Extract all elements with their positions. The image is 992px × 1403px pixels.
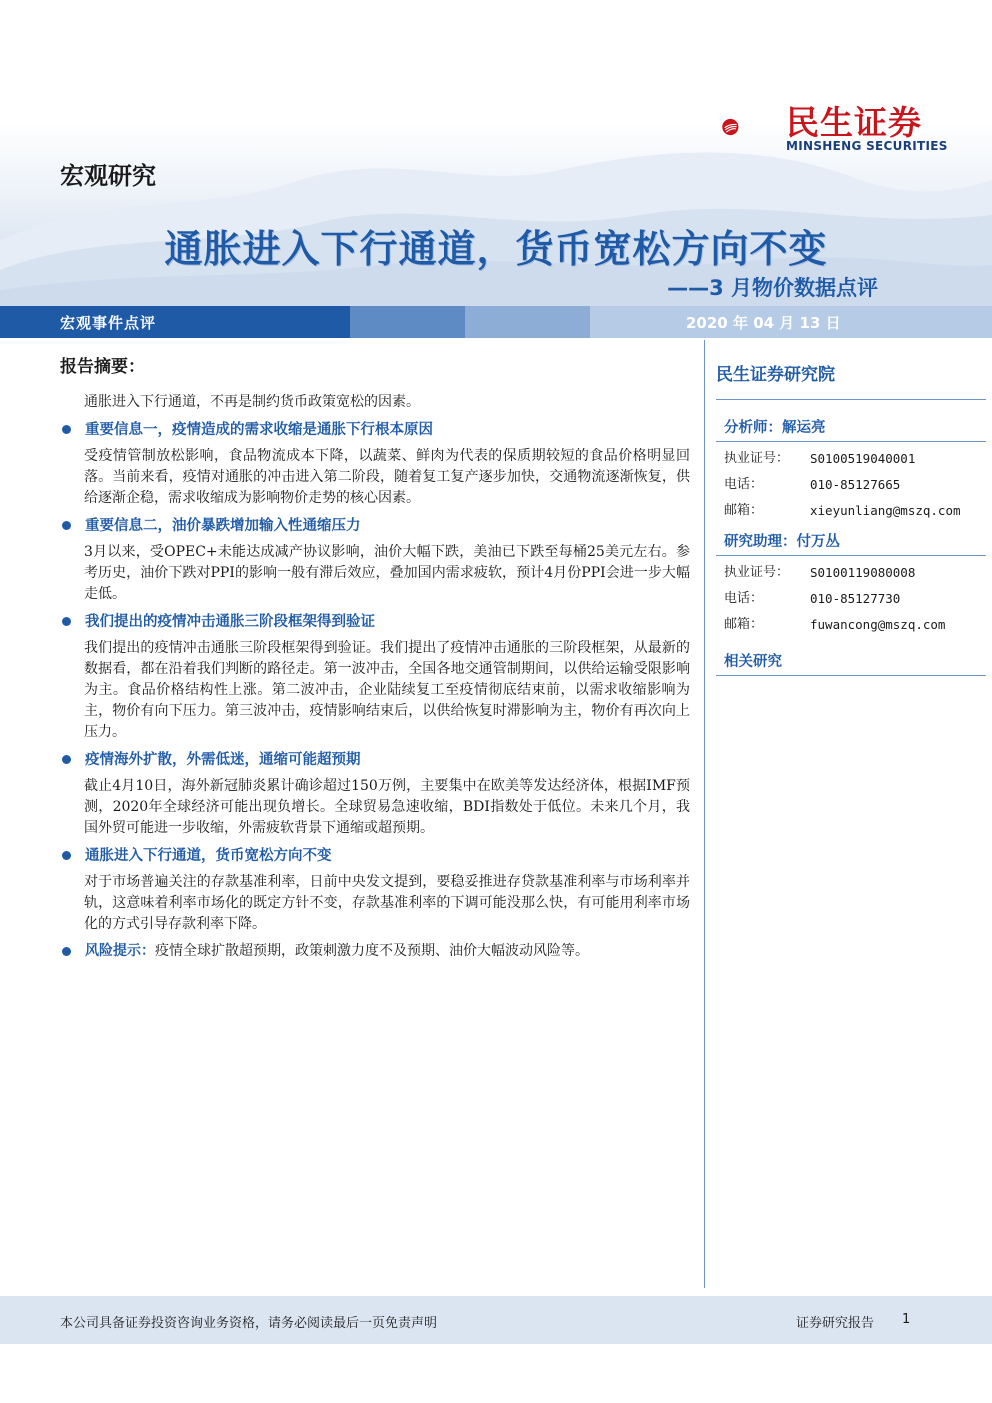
section-body: 对于市场普遍关注的存款基准利率，日前中央发文提到，要稳妥推进存贷款基准利率与市场利率并轨，这意味着利率市场化的既定方针不变，存款基准利率的下调可能没那么快，有可能用利率市场化的方式引导存款利率下降。 xyxy=(84,874,690,932)
assistant-phone-row xyxy=(716,586,986,612)
email-value[interactable]: fuwancong@mszq.com xyxy=(810,617,946,632)
risk-bullet xyxy=(60,947,85,956)
section-heading xyxy=(60,749,690,770)
cert-label: 执业证号： xyxy=(724,565,790,580)
analyst-cert-row xyxy=(716,446,986,472)
report-category: 宏观研究 xyxy=(60,162,156,190)
bullet-icon xyxy=(62,947,71,956)
summary-content xyxy=(60,392,690,962)
assistant-cert-row xyxy=(716,560,986,586)
assistant-email-row xyxy=(716,612,986,638)
bullet-icon xyxy=(62,425,71,434)
report-type: 宏观事件点评 xyxy=(60,314,157,332)
section-heading xyxy=(60,611,690,632)
section-heading xyxy=(60,515,690,536)
cert-value: S0100519040001 xyxy=(810,451,916,466)
assistant-heading: 研究助理：付万丛 xyxy=(716,526,986,556)
report-title: 通胀进入下行通道，货币宽松方向不变 xyxy=(164,227,828,271)
section-heading-text: 我们提出的疫情冲击通胀三阶段框架得到验证 xyxy=(85,613,375,630)
section-heading xyxy=(60,845,690,866)
section-heading-text: 疫情海外扩散，外需低迷，通缩可能超预期 xyxy=(85,751,361,768)
bullet-icon xyxy=(62,617,71,626)
bullet-icon xyxy=(62,521,71,530)
brand-name-en: MINSHENG SECURITIES xyxy=(786,139,948,153)
analyst-phone-row xyxy=(716,472,986,498)
page-number: 1 xyxy=(902,1312,911,1327)
email-label: 邮箱： xyxy=(724,503,764,518)
band-segment xyxy=(0,306,350,338)
minsheng-logo-icon xyxy=(722,96,784,158)
bullet-icon xyxy=(62,851,71,860)
section-body: 受疫情管制放松影响，食品物流成本下降，以蔬菜、鲜肉为代表的保质期较短的食品价格明显回落。当前来看，疫情对通胀的冲击进入第二阶段，随着复工复产逐步加快，交通物流逐渐恢复，供给逐渐企稳，需求收缩成为影响物价走势的核心因素。 xyxy=(84,448,690,506)
band-segment xyxy=(465,306,590,338)
research-institute: 民生证券研究院 xyxy=(716,360,986,400)
phone-label: 电话： xyxy=(724,477,764,492)
summary-intro: 通胀进入下行通道，不再是制约货币政策宽松的因素。 xyxy=(84,394,420,410)
section-heading-text: 重要信息二，油价暴跌增加输入性通缩压力 xyxy=(85,517,361,534)
email-label: 邮箱： xyxy=(724,617,764,632)
phone-value: 010-85127730 xyxy=(810,591,901,606)
sidebar xyxy=(716,360,986,676)
analyst-heading: 分析师：解运亮 xyxy=(716,412,986,442)
related-research-heading: 相关研究 xyxy=(716,644,986,676)
section-body: 截止4月10日，海外新冠肺炎累计确诊超过150万例，主要集中在欧美等发达经济体，根据IMF预测，2020年全球经济可能出现负增长。全球贸易急速收缩，BDI指数处于低位。未来几个月，我国外贸可能进一步收缩，外需疲软背景下通缩或超预期。 xyxy=(84,778,690,836)
bullet-icon xyxy=(62,755,71,764)
footer-disclaimer: 本公司具备证券投资咨询业务资格，请务必阅读最后一页免责声明 xyxy=(60,1316,438,1331)
section-body: 我们提出的疫情冲击通胀三阶段框架得到验证。我们提出了疫情冲击通胀的三阶段框架，从最新的数据看，都在沿着我们判断的路径走。第一波冲击，全国各地交通管制期间，以供给运输受限影响为主。食品价格结构性上涨。第二波冲击，企业陆续复工至疫情彻底结束前，以需求收缩影响为主，物价有向下压力。第三波冲击，疫情影响结束后，以供给恢复时滞影响为主，物价有再次向上压力。 xyxy=(84,640,690,740)
risk-notice xyxy=(60,941,690,962)
brand-name-cn: 民生证券 xyxy=(786,103,922,142)
email-value[interactable]: xieyunliang@mszq.com xyxy=(810,503,961,518)
cert-value: S0100119080008 xyxy=(810,565,916,580)
analyst-email-row xyxy=(716,498,986,524)
report-date: 2020 年 04 月 13 日 xyxy=(686,314,841,332)
risk-label: 风险提示： xyxy=(85,943,155,959)
risk-text: 疫情全球扩散超预期，政策刺激力度不及预期、油价大幅波动风险等。 xyxy=(155,943,589,959)
section-heading-text: 通胀进入下行通道，货币宽松方向不变 xyxy=(85,847,332,864)
section-heading-text: 重要信息一，疫情造成的需求收缩是通胀下行根本原因 xyxy=(85,421,433,438)
cert-label: 执业证号： xyxy=(724,451,790,466)
section-body: 3月以来，受OPEC+未能达成减产协议影响，油价大幅下跌，美油已下跌至每桶25美元左右。参考历史，油价下跌对PPI的影响一般有滞后效应，叠加国内需求疲软，预计4月份PPI会进一步大幅走低。 xyxy=(84,544,690,602)
footer-report-label: 证券研究报告 xyxy=(796,1316,875,1331)
summary-title: 报告摘要： xyxy=(60,357,145,377)
band-segment xyxy=(350,306,465,338)
phone-label: 电话： xyxy=(724,591,764,606)
section-heading xyxy=(60,419,690,440)
report-subtitle: ——3 月物价数据点评 xyxy=(667,276,878,300)
phone-value: 010-85127665 xyxy=(810,477,901,492)
column-divider xyxy=(704,340,705,1288)
